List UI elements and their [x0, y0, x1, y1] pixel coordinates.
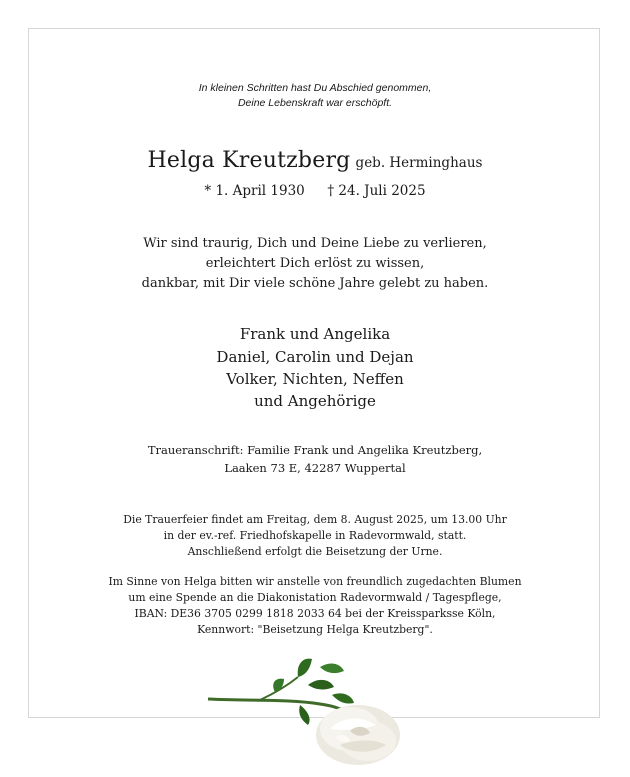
- deceased-heading: [0, 148, 630, 173]
- address-line-2: Laaken 73 E, 42287 Wuppertal: [224, 461, 406, 475]
- service-line-3: Anschließend erfolgt die Beisetzung der Urne.: [187, 545, 443, 558]
- motto-line-2: Deine Lebenskraft war erschöpft.: [237, 97, 393, 109]
- mourner-line-1: Frank und Angelika: [239, 325, 391, 343]
- donation-line-1: Im Sinne von Helga bitten wir anstelle von freundlich zugedachten Blumen: [108, 575, 522, 588]
- mourner-line-3: Volker, Nichten, Neffen: [226, 370, 404, 388]
- verse-line-2: erleichtert Dich erlöst zu wissen,: [205, 256, 425, 271]
- life-dates: [0, 183, 630, 199]
- service-line-1: Die Trauerfeier findet am Freitag, dem 8. August 2025, um 13.00 Uhr: [123, 513, 507, 526]
- death-date: † 24. Juli 2025: [327, 183, 426, 199]
- donation-line-2: um eine Spende an die Diakonistation Radevormwald / Tagespflege,: [128, 591, 502, 604]
- service-line-2: in der ev.-ref. Friedhofskapelle in Radevormwald, statt.: [163, 529, 467, 542]
- white-rose-icon: [200, 655, 430, 767]
- birth-name: geb. Herminghaus: [355, 155, 483, 171]
- motto-line-1: In kleinen Schritten hast Du Abschied genommen,: [198, 82, 432, 94]
- mourner-line-2: Daniel, Carolin und Dejan: [216, 348, 414, 366]
- verse-line-1: Wir sind traurig, Dich und Deine Liebe zu verlieren,: [143, 236, 487, 251]
- verse-line-3: dankbar, mit Dir viele schöne Jahre gelebt zu haben.: [141, 276, 489, 291]
- address-line-1: Traueranschrift: Familie Frank und Angelika Kreutzberg,: [147, 443, 483, 457]
- deceased-name: Helga Kreutzberg: [147, 148, 351, 173]
- birth-date: * 1. April 1930: [204, 183, 305, 199]
- mourner-line-4: und Angehörige: [254, 392, 376, 410]
- donation-line-3: IBAN: DE36 3705 0299 1818 2033 64 bei der Kreissparksse Köln,: [134, 607, 496, 620]
- donation-line-4: Kennwort: "Beisetzung Helga Kreutzberg".: [197, 623, 433, 636]
